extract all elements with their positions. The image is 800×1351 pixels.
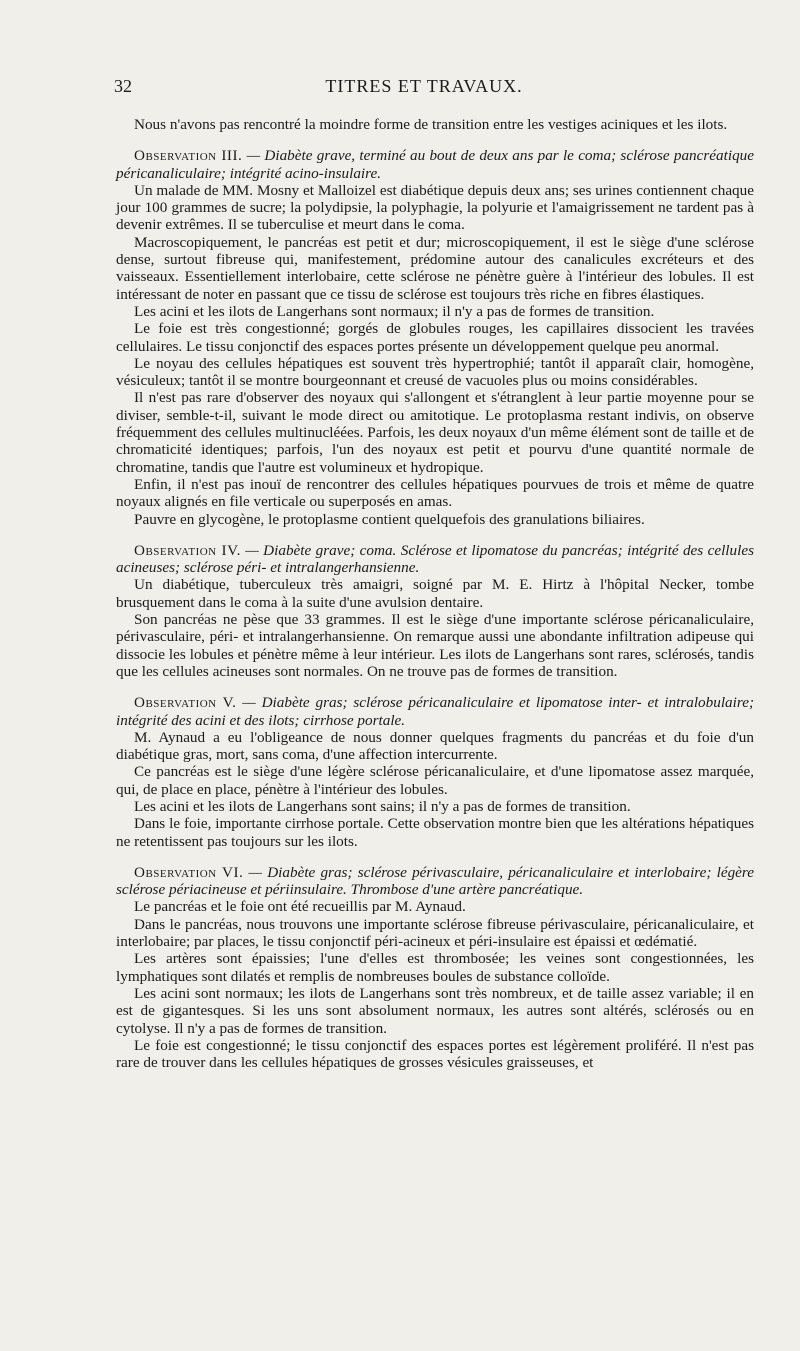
paragraph: Pauvre en glycogène, le protoplasme contient quelquefois des granulations biliaires. <box>134 510 645 528</box>
paragraph: Macroscopiquement, le pancréas est petit et dur; microscopiquement, il est le siège d'une sclérose dense, surtout fibreuse qui, manifestement, prédomine autour des canalicules excréteurs et des vaisseaux. Essentiellement interlobaire, cette sclérose ne pénètre guère à l'intérieur des lobules. Il est intéressant de noter en passant que ce tissu de sclérose est toujours très riche en fibres élastiques. <box>116 233 754 303</box>
observation-title: — Diabète grave; coma. Sclérose et lipomatose du pancréas; intégrité des cellules acineuses; sclérose péri- et intralangerhansienne. <box>116 541 754 577</box>
paragraph: Dans le foie, importante cirrhose portale. Cette observation montre bien que les altérations hépatiques ne retentissent pas toujours sur les ilots. <box>116 815 754 850</box>
paragraph: Les acini et les ilots de Langerhans sont normaux; il n'y a pas de formes de transition. <box>134 302 655 320</box>
observation-label: Observation VI. <box>134 863 244 881</box>
paragraph: Son pancréas ne pèse que 33 grammes. Il est le siège d'une importante sclérose péricanaliculaire, périvasculaire, péri- et intralangerhansienne. On remarque aussi une abondante infiltration adipeuse qui dissocie les lobules et pénètre même à leur intérieur. Les ilots de Langerhans sont rares, sclérosés, tandis que les cellules acineuses sont normales. On ne trouve pas de formes de transition. <box>116 611 754 680</box>
observation-title: — Diabète grave, terminé au bout de deux ans par le coma; sclérose pancréatique péricanaliculaire; intégrité acino-insulaire. <box>116 147 755 182</box>
paragraph: Le noyau des cellules hépatiques est souvent très hypertrophié; tantôt il apparaît clair, homogène, vésiculeux; tantôt il se montre bourgeonnant et creusé de vacuoles plus ou moins considérables. <box>116 354 754 390</box>
intro-paragraph: Nous n'avons pas rencontré la moindre forme de transition entre les vestiges aciniques et les ilots. <box>134 116 728 133</box>
observation-3 <box>116 147 754 528</box>
running-title: TITRES ET TRAVAUX. <box>325 76 523 96</box>
observation-5 <box>116 694 754 850</box>
observation-title: — Diabète gras; sclérose périvasculaire, péricanaliculaire et interlobaire; légère sclérose périacineuse et périinsulaire. Thrombose d'une artère pancréatique. <box>116 863 755 899</box>
paragraph: Il n'est pas rare d'observer des noyaux qui s'allongent et s'étranglent à leur partie moyenne pour se diviser, semble-t-il, suivant le mode direct ou amitotique. Le protoplasma restant indivis, on observe fréquemment des cellules multinucléées. Parfois, les deux noyaux d'un même élément sont de taille et de chromaticité identiques; parfois, l'un des noyaux est petit et pourvu d'une quantité normale de chromatine, tandis que l'autre est volumineux et hydropique. <box>116 389 754 476</box>
paragraph: Un diabétique, tuberculeux très amaigri, soigné par M. E. Hirtz à l'hôpital Necker, tombe brusquement dans le coma à la suite d'une avulsion dentaire. <box>116 576 754 611</box>
paragraph: Les acini sont normaux; les ilots de Langerhans sont très nombreux, et de taille assez variable; il en est de gigantesques. Si les uns sont absolument normaux, les autres sont altérés, sclérosés ou en cytolyse. Il n'y a pas de formes de transition. <box>116 984 754 1037</box>
paragraph: M. Aynaud a eu l'obligeance de nous donner quelques fragments du pancréas et du foie d'un diabétique gras, mort, sans coma, d'une affection intercurrente. <box>116 728 754 764</box>
observation-heading <box>116 694 754 729</box>
observation-title: — Diabète gras; sclérose péricanaliculaire et lipomatose inter- et intralobulaire; intégrité des acini et des ilots; cirrhose portale. <box>116 694 754 729</box>
paragraph: Un malade de MM. Mosny et Malloizel est diabétique depuis deux ans; ses urines contiennent chaque jour 100 grammes de sucre; la polydipsie, la polyphagie, la polyurie et l'amaigrissement ne tardent pas à devenir extrêmes. Il se tuberculise et meurt dans le coma. <box>116 181 754 234</box>
observation-heading <box>116 147 754 182</box>
page-header <box>114 76 734 100</box>
observation-label: Observation V. <box>134 694 237 712</box>
paragraph: Le foie est très congestionné; gorgés de globules rouges, les capillaires dissocient les travées cellulaires. Le tissu conjonctif des espaces portes présente un développement quelque peu anormal. <box>116 320 754 355</box>
paragraph: Le pancréas et le foie ont été recueillis par M. Aynaud. <box>134 898 466 916</box>
observation-label: Observation IV. <box>134 541 241 559</box>
paragraph: Ce pancréas est le siège d'une légère sclérose péricanaliculaire, et d'une lipomatose assez marquée, qui, de place en place, pénètre à l'intérieur des lobules. <box>116 763 754 798</box>
paragraph: Enfin, il n'est pas inouï de rencontrer des cellules hépatiques pourvues de trois et même de quatre noyaux alignés en file verticale ou superposés en amas. <box>116 475 754 511</box>
observation-heading <box>116 542 754 577</box>
paragraph: Dans le pancréas, nous trouvons une importante sclérose fibreuse périvasculaire, péricanaliculaire, et interlobaire; par places, le tissu conjonctif péri-acineux et péri-insulaire est épaissi et œdématié. <box>116 915 754 951</box>
paragraph: Le foie est congestionné; le tissu conjonctif des espaces portes est légèrement proliféré. Il n'est pas rare de trouver dans les cellules hépatiques de grosses vésicules graisseuses, et <box>116 1036 754 1072</box>
page-number: 32 <box>114 76 132 96</box>
observation-label: Observation III. <box>134 147 243 165</box>
paragraph: Les acini et les ilots de Langerhans sont sains; il n'y a pas de formes de transition. <box>134 797 631 815</box>
observation-heading <box>116 864 754 899</box>
paragraph: Les artères sont épaissies; l'une d'elles est thrombosée; les veines sont congestionnées, les lymphatiques sont dilatés et remplis de nombreuses boules de substance colloïde. <box>116 950 754 985</box>
observation-4 <box>116 542 754 680</box>
observation-6 <box>116 864 754 1072</box>
page-body <box>116 116 754 1071</box>
